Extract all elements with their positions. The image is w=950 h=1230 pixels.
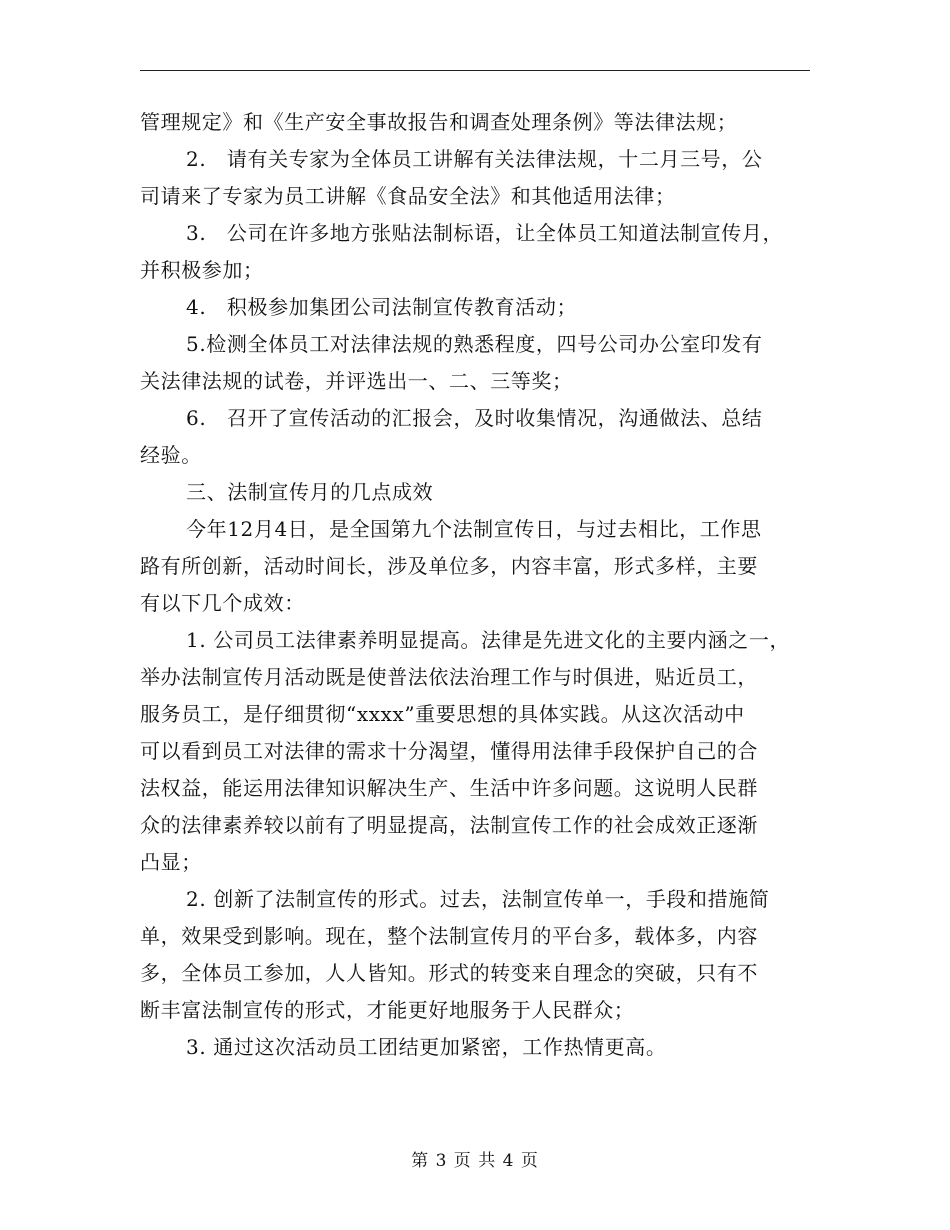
text-line: 举办法制宣传月活动既是使普法依法治理工作与时俱进，贴近员工， [140,665,758,689]
section-heading: 三、法制宣传月的几点成效 [186,480,434,504]
text-line: 并积极参加； [140,258,264,282]
text-line: 4. 积极参加集团公司法制宣传教育活动； [186,295,578,319]
document-body [140,104,820,1066]
text-line: 多，全体员工参加，人人皆知。形式的转变来自理念的突破，只有不 [140,961,758,985]
header-divider [140,70,810,71]
text-line: 关法律法规的试卷，并评选出一、二、三等奖； [140,369,573,393]
text-line: 单，效果受到影响。现在，整个法制宣传月的平台多，载体多，内容 [140,924,758,948]
text-line: 司请来了专家为员工讲解《食品安全法》和其他适用法律； [140,184,676,208]
text-line: 断丰富法制宣传的形式，才能更好地服务于人民群众； [140,998,635,1022]
text-line: 3. 通过这次活动员工团结更加紧密，工作热情更高。 [186,1035,667,1059]
text-line: 6. 召开了宣传活动的汇报会，及时收集情况，沟通做法、总结 [186,406,763,430]
text-line: 有以下几个成效： [140,591,305,615]
text-line: 管理规定》和《生产安全事故报告和调查处理条例》等法律法规； [140,110,738,134]
page-number-footer: 第 3 页 共 4 页 [411,1151,539,1171]
text-line: 可以看到员工对法律的需求十分渴望，懂得用法律手段保护自己的合 [140,739,758,763]
text-line: 2. 创新了法制宣传的形式。过去，法制宣传单一，手段和措施简 [186,887,770,911]
text-line: 法权益，能运用法律知识解决生产、生活中许多问题。这说明人民群 [140,776,758,800]
text-line: 众的法律素养较以前有了明显提高，法制宣传工作的社会成效正逐渐 [140,813,758,837]
text-line: 2. 请有关专家为全体员工讲解有关法律法规，十二月三号，公 [186,147,763,171]
text-line: 凸显； [140,850,202,874]
text-line: 3. 公司在许多地方张贴法制标语，让全体员工知道法制宣传月， [186,221,784,245]
text-line: 1. 公司员工法律素养明显提高。法律是先进文化的主要内涵之一， [186,628,791,652]
text-line: 服务员工，是仔细贯彻“xxxx”重要思想的具体实践。从这次活动中 [140,702,745,726]
text-line: 经验。 [140,443,202,467]
text-line: 5.检测全体员工对法律法规的熟悉程度，四号公司办公室印发有 [186,332,763,356]
text-line: 今年12月4日，是全国第九个法制宣传日，与过去相比，工作思 [186,517,762,541]
text-line: 路有所创新，活动时间长，涉及单位多，内容丰富，形式多样，主要 [140,554,758,578]
